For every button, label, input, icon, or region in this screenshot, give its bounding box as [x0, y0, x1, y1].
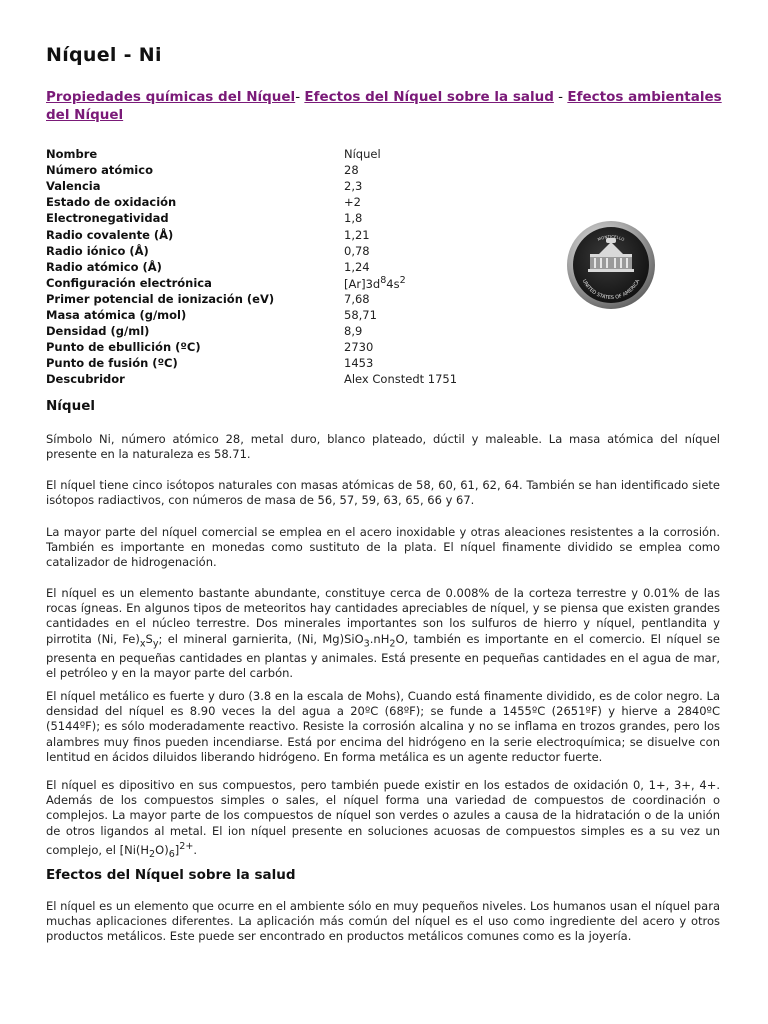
- property-row: [46, 178, 457, 194]
- property-label: Densidad (g/ml): [46, 324, 150, 339]
- property-label: Masa atómica (g/mol): [46, 307, 187, 322]
- nickel-coin-image: [566, 220, 656, 310]
- paragraph-3: La mayor parte del níquel comercial se emplea en el acero inoxidable y otras aleaciones resistentes a la corrosión. También es importante en monedas como sustituto de la plata. El níquel finamente dividido se emplea como catalizador de hidrogenación.: [46, 525, 720, 570]
- paragraph-4: El níquel es un elemento bastante abundante, constituye cerca de 0.008% de la corteza terrestre y 0.01% de las rocas ígneas. En algunos tipos de meteoritos hay cantidades apreciables de níquel, y se piensa que existen grandes cantidades en el núcleo terrestre. Dos minerales importantes son los sulfuros de hierro y níquel, pentlandita y pirrotita (Ni, $Fe)_xS_y$; el mineral garnierita, (Ni, $Mg)SiO_3.nH_2O$, también es importante en el comercio. El níquel se presenta en pequeñas cantidades en plantas y animales. Está presente en pequeñas cantidades en el agua de mar, el petróleo y en la mayor parte del carbón.: [46, 586, 720, 681]
- property-value: 2,3: [344, 179, 363, 194]
- property-row: [46, 275, 457, 291]
- nav-separator: -: [295, 89, 305, 105]
- coin-inscription-top: MONTICELLO: [596, 233, 626, 242]
- paragraph-2: El níquel tiene cinco isótopos naturales con masas atómicas de 58, 60, 61, 62, 64. También se han identificado siete isótopos radiactivos, con números de masa de 56, 57, 59, 63, 65, 66 y 67.: [46, 478, 720, 508]
- page-title: Níquel - Ni: [46, 44, 162, 66]
- paragraph-1: Símbolo Ni, número atómico 28, metal duro, blanco plateado, dúctil y maleable. La masa atómica del níquel presente en la naturaleza es 58.71.: [46, 432, 720, 462]
- property-label: Estado de oxidación: [46, 195, 177, 210]
- property-value: 2730: [344, 340, 374, 355]
- property-label: Configuración electrónica: [46, 275, 212, 290]
- property-value: Níquel: [344, 147, 381, 162]
- property-row: [46, 162, 457, 178]
- property-row: [46, 323, 457, 339]
- property-label: Radio covalente (Å): [46, 227, 174, 242]
- coin-inscription-bottom: UNITED STATES OF AMERICA: [580, 278, 642, 302]
- property-label: Radio atómico (Å): [46, 259, 162, 274]
- property-label: Punto de fusión (ºC): [46, 356, 178, 371]
- property-value: $[Ar]3d^84s^2$: [344, 274, 406, 291]
- property-label: Número atómico: [46, 163, 153, 178]
- paragraph-5: El níquel metálico es fuerte y duro (3.8 en la escala de Mohs), Cuando está finamente dividido, es de color negro. La densidad del níquel es 8.90 veces la del agua a 20ºC (68ºF); se funde a 1455ºC (2651ºF) y hierve a 2840ºC (5144ºF); es sólo moderadamente reactivo. Resiste la corrosión alcalina y no se inflama en trozos grandes, pero los alambres muy finos pueden incendiarse. Está por encima del hidrógeno en la serie electroquímica; se disuelve con lentitud en ácidos diluidos liberando hidrógeno. En forma metálica es un agente reductor fuerte.: [46, 689, 720, 764]
- property-label: Radio iónico (Å): [46, 243, 149, 258]
- section-title-niquel: Níquel: [46, 398, 95, 414]
- property-value: 1,24: [344, 259, 370, 274]
- property-label: Primer potencial de ionización (eV): [46, 291, 275, 306]
- property-value: Alex Constedt 1751: [344, 372, 458, 387]
- property-label: Nombre: [46, 147, 98, 162]
- property-row: [46, 210, 457, 226]
- section-title-efectos-salud: Efectos del Níquel sobre la salud: [46, 867, 296, 883]
- property-row: [46, 371, 457, 387]
- property-row: [46, 259, 457, 275]
- properties-table: [46, 146, 457, 387]
- property-value: 7,68: [344, 291, 370, 306]
- link-efectos-salud[interactable]: Efectos del Níquel sobre la salud: [304, 89, 554, 105]
- paragraph-salud-1: El níquel es un elemento que ocurre en el ambiente sólo en muy pequeños niveles. Los humanos usan el níquel para muchas aplicaciones diferentes. La aplicación más común del níquel es el uso como ingrediente del acero y otros productos metálicos. Este puede ser encontrado en productos metálicos comunes como es la joyería.: [46, 899, 721, 944]
- property-value: 1453: [344, 356, 374, 371]
- property-row: [46, 146, 457, 162]
- paragraph-6: El níquel es dipositivo en sus compuestos, pero también puede existir en los estados de oxidación 0, 1+, 3+, 4+. Además de los compuestos simples o sales, el níquel forma una variedad de compuestos de coordinación o complejos. La mayor parte de los compuestos de níquel son verdes o azules a causa de la hidratación o de la unión de otros ligandos al metal. El ion níquel presente en soluciones acuosas de compuestos simples es a su vez un complejo, el $[Ni(H_2O)_6]^{2+}$.: [46, 778, 720, 860]
- section-nav: [46, 88, 726, 124]
- property-value: 0,78: [344, 243, 370, 258]
- property-row: [46, 226, 457, 242]
- link-propiedades-quimicas[interactable]: Propiedades químicas del Níquel: [46, 89, 296, 105]
- property-row: [46, 194, 457, 210]
- link-efectos-ambientales[interactable]: Efectos ambientales del Níquel: [46, 89, 722, 123]
- property-label: Electronegatividad: [46, 211, 169, 226]
- property-value: +2: [344, 195, 361, 210]
- property-value: 1,21: [344, 227, 370, 242]
- property-value: 8,9: [344, 324, 363, 339]
- property-row: [46, 291, 457, 307]
- property-row: [46, 243, 457, 259]
- property-value: 58,71: [344, 307, 377, 322]
- property-row: [46, 339, 457, 355]
- property-label: Valencia: [46, 179, 101, 194]
- property-row: [46, 307, 457, 323]
- property-value: 28: [344, 163, 359, 178]
- property-label: Punto de ebullición (ºC): [46, 340, 201, 355]
- nav-separator: -: [553, 89, 568, 105]
- property-label: Descubridor: [46, 372, 125, 387]
- property-row: [46, 355, 457, 371]
- property-value: 1,8: [344, 211, 363, 226]
